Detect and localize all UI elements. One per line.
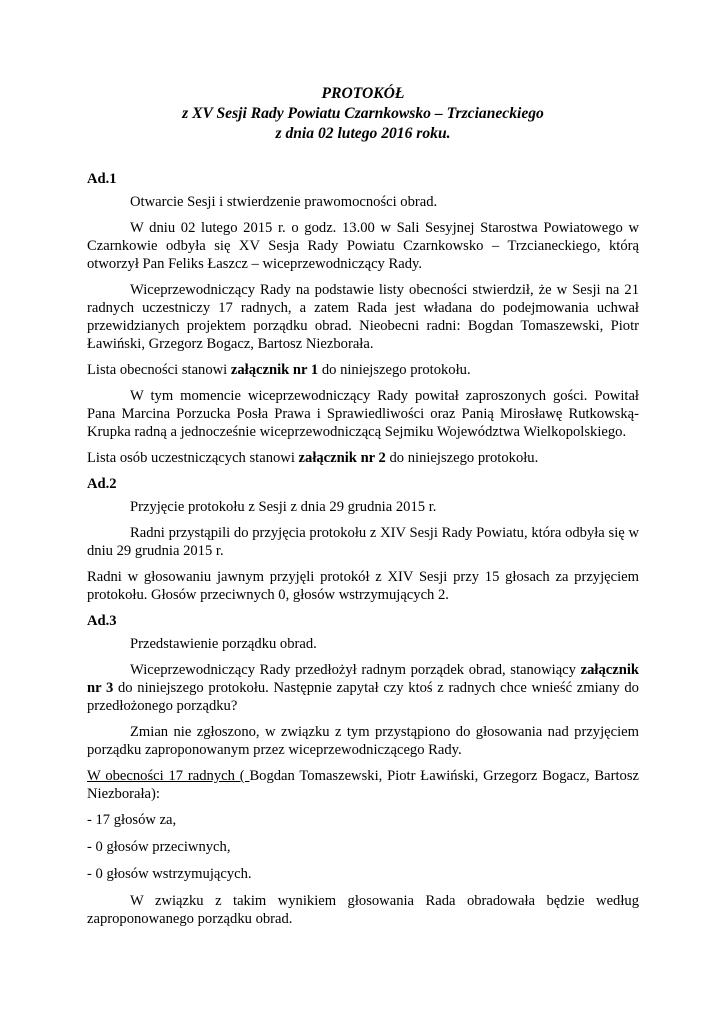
section-heading-ad3: Ad.3 (87, 613, 117, 629)
attendance-names: Bogdan Tomaszewski, Piotr Ławiński, Grzegorz Bogacz, Bartosz Niezborała): (87, 768, 640, 802)
section-topic-ad2: Przyjęcie protokołu z Sesji z dnia 29 grudnia 2015 r. (130, 499, 437, 515)
paragraph-conclusion: W związku z takim wynikiem głosowania Rada obradowała będzie według zaproponowanego porządku obrad. (87, 893, 639, 927)
vote-result-for: - 17 głosów za, (87, 812, 177, 828)
paragraph-opening: W dniu 02 lutego 2015 r. o godz. 13.00 w Sali Sesyjnej Starostwa Powiatowego w Czarnkowie odbyła się XV Sesja Rady Powiatu Czarnkowsko – Trzcianeckiego, którą otworzył Pan Feliks Łaszcz – wiceprzewodniczący Rady. (87, 220, 639, 272)
text-segment: Lista obecności stanowi (87, 362, 231, 378)
attachment-ref-3: załącznik nr 3 (87, 662, 639, 696)
paragraph-protocol-adoption: Radni przystąpili do przyjęcia protokołu z XIV Sesji Rady Powiatu, która odbyła się w dniu 29 grudnia 2015 r. (87, 525, 639, 559)
paragraph-attachment-1 (87, 361, 639, 379)
paragraph-quorum: Wiceprzewodniczący Rady na podstawie listy obecności stwierdził, że w Sesji na 21 radnych uczestniczy 17 radnych, a zatem Rada jest władana do podejmowania uchwał przewidzianych projektem porządku obrad. Nieobecni radni: Bogdan Tomaszewski, Piotr Ławiński, Grzegorz Bogacz, Bartosz Niezborała. (87, 282, 639, 352)
title-line-protocol: PROTOKÓŁ (321, 85, 405, 102)
paragraph-guests: W tym momencie wiceprzewodniczący Rady powitał zaproszonych gości. Powitał Pana Marcina Porzucka Posła Prawa i Sprawiedliwości oraz Panią Mirosławę Rutkowską-Krupka radną a jednocześnie wiceprzewodniczącą Sejmiku Województwa Wielkopolskiego. (87, 388, 639, 440)
paragraph-no-changes: Zmian nie zgłoszono, w związku z tym przystąpiono do głosowania nad przyjęciem porządku zaproponowanym przez wiceprzewodniczącego Rady. (87, 724, 639, 758)
paragraph-attendance (87, 767, 639, 803)
title-line-session: z XV Sesji Rady Powiatu Czarnkowsko – Trzcianeckiego (182, 105, 544, 122)
text-segment: Lista osób uczestniczących stanowi (87, 450, 299, 466)
section-topic-ad3: Przedstawienie porządku obrad. (130, 636, 317, 652)
document-page (87, 84, 639, 936)
section-topic-ad1: Otwarcie Sesji i stwierdzenie prawomocności obrad. (130, 194, 438, 210)
section-heading-ad2: Ad.2 (87, 476, 117, 492)
text-segment: do niniejszego protokołu. (318, 362, 471, 378)
attachment-ref-2: załącznik nr 2 (298, 450, 386, 466)
paragraph-attachment-2 (87, 449, 639, 467)
document-title (87, 84, 639, 144)
paragraph-agenda (87, 661, 639, 715)
attendance-underlined: W obecności 17 radnych ( (87, 768, 250, 784)
attachment-ref-1: załącznik nr 1 (230, 362, 319, 378)
section-heading-ad1: Ad.1 (87, 171, 117, 187)
vote-result-against: - 0 głosów przeciwnych, (87, 839, 231, 855)
text-segment: Wiceprzewodniczący Rady przedłożył radnym porządek obrad, stanowiący (130, 662, 581, 678)
title-line-date: z dnia 02 lutego 2016 roku. (275, 125, 451, 142)
text-segment: do niniejszego protokołu. Następnie zapytał czy ktoś z radnych chce wnieść zmiany do przedłożonego porządku? (87, 680, 639, 714)
text-segment: do niniejszego protokołu. (385, 450, 539, 466)
paragraph-protocol-vote: Radni w głosowaniu jawnym przyjęli protokół z XIV Sesji przy 15 głosach za przyjęciem protokołu. Głosów przeciwnych 0, głosów wstrzymujących 2. (87, 569, 639, 603)
vote-result-abstain: - 0 głosów wstrzymujących. (87, 866, 252, 882)
